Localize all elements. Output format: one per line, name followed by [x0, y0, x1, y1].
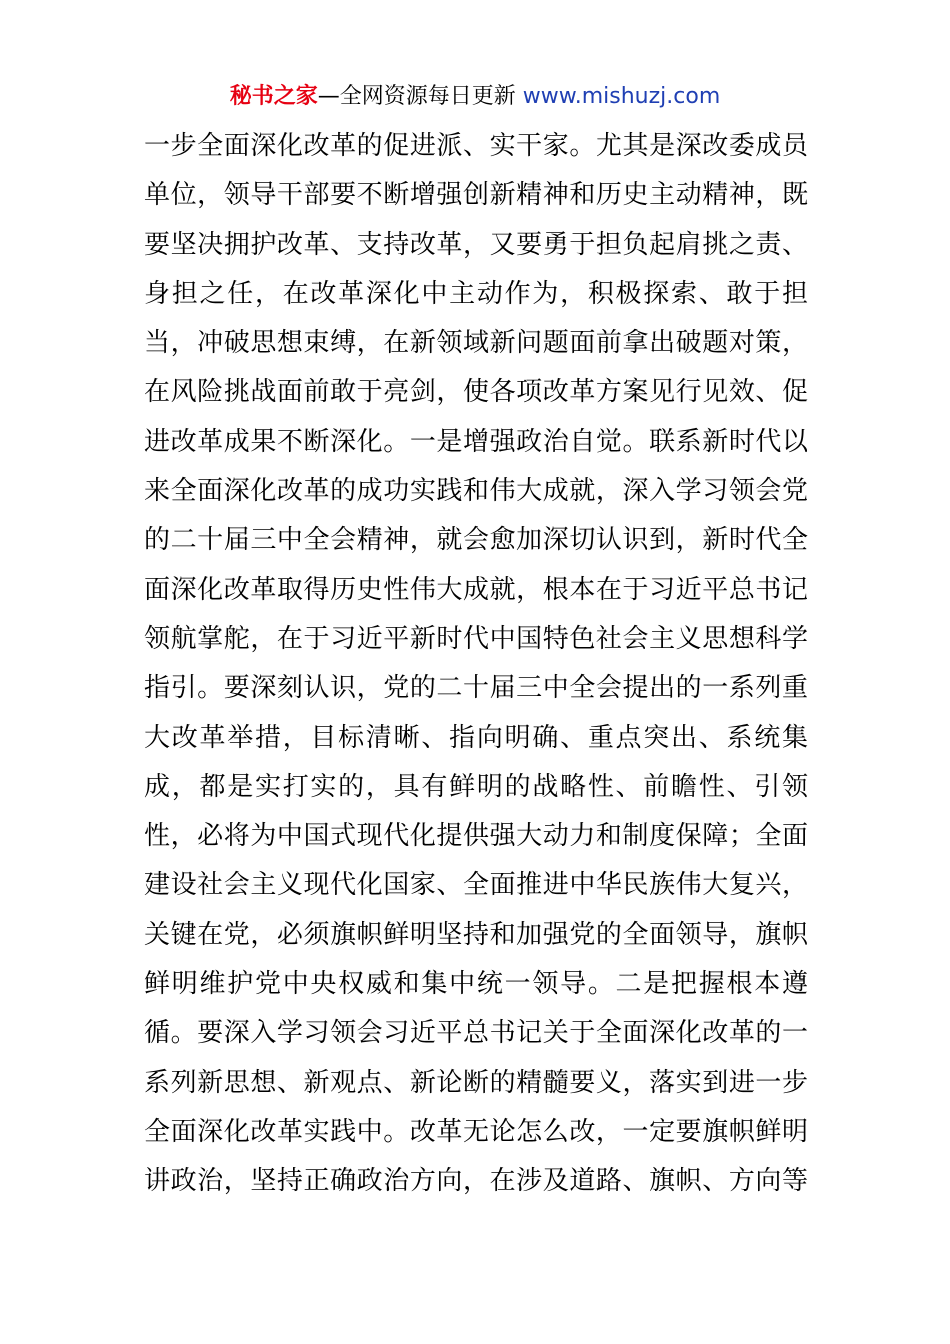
site-tagline: —全网资源每日更新	[317, 84, 523, 109]
site-brand: 秘书之家	[229, 84, 318, 109]
text-line: 要坚决拥护改革、支持改革，又要勇于担负起肩挑之责、	[144, 229, 808, 260]
text-line: 单位，领导干部要不断增强创新精神和历史主动精神，既	[144, 180, 808, 211]
text-line: 循。要深入学习领会习近平总书记关于全面深化改革的一	[144, 1018, 808, 1049]
text-line: 一步全面深化改革的促进派、实干家。尤其是深改委成员	[144, 131, 808, 161]
text-line: 讲政治，坚持正确政治方向，在涉及道路、旗帜、方向等	[144, 1166, 808, 1197]
document-body	[144, 126, 808, 1211]
text-line: 全面深化改革实践中。改革无论怎么改，一定要旗帜鲜明	[144, 1116, 808, 1147]
site-header	[0, 80, 950, 114]
text-line: 系列新思想、新观点、新论断的精髓要义，落实到进一步	[144, 1067, 808, 1098]
text-line: 鲜明维护党中央权威和集中统一领导。二是把握根本遵	[144, 969, 808, 1000]
text-line: 大改革举措，目标清晰、指向明确、重点突出、系统集	[144, 722, 808, 753]
text-line: 当，冲破思想束缚，在新领域新问题面前拿出破题对策，	[144, 328, 808, 359]
text-line: 身担之任，在改革深化中主动作为，积极探索、敢于担	[144, 278, 808, 309]
site-url-link[interactable]: www.mishuzj.com	[522, 84, 721, 109]
text-line: 成，都是实打实的，具有鲜明的战略性、前瞻性、引领	[144, 771, 808, 802]
text-line: 面深化改革取得历史性伟大成就，根本在于习近平总书记	[144, 574, 808, 605]
text-line: 在风险挑战面前敢于亮剑，使各项改革方案见行见效、促	[144, 377, 808, 408]
text-line: 进改革成果不断深化。一是增强政治自觉。联系新时代以	[144, 426, 808, 457]
text-line: 来全面深化改革的成功实践和伟大成就，深入学习领会党	[144, 476, 808, 507]
text-line: 关键在党，必须旗帜鲜明坚持和加强党的全面领导，旗帜	[144, 919, 808, 950]
text-line: 性，必将为中国式现代化提供强大动力和制度保障；全面	[144, 821, 808, 852]
text-line: 的二十届三中全会精神，就会愈加深切认识到，新时代全	[144, 525, 808, 556]
text-line: 建设社会主义现代化国家、全面推进中华民族伟大复兴，	[144, 870, 808, 901]
text-line: 指引。要深刻认识，党的二十届三中全会提出的一系列重	[144, 673, 808, 704]
text-line: 领航掌舵，在于习近平新时代中国特色社会主义思想科学	[144, 623, 808, 654]
